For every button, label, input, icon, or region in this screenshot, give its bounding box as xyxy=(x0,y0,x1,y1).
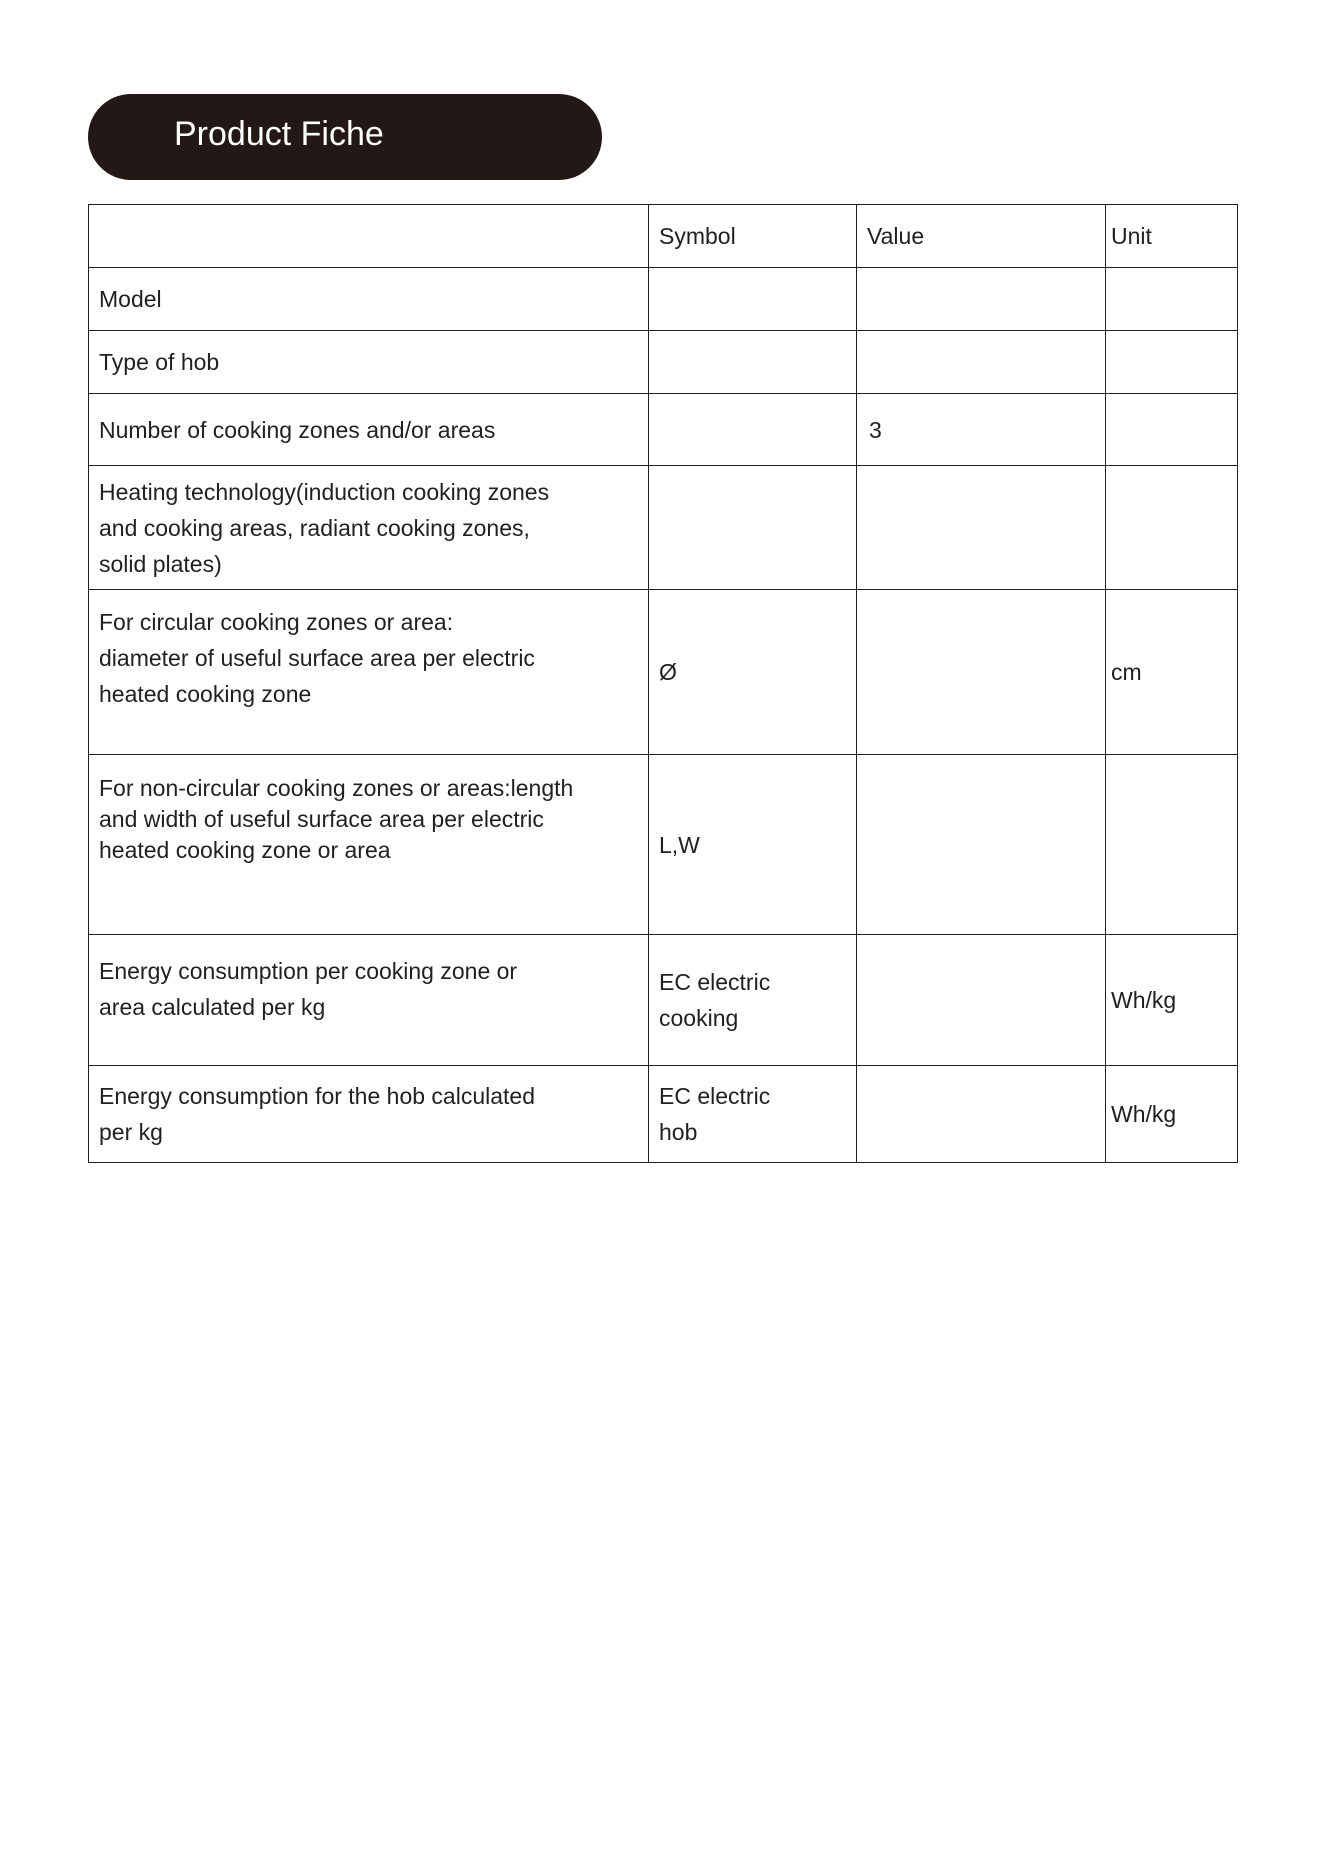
row-label-text: Model xyxy=(99,286,162,312)
row-label xyxy=(89,466,649,590)
row-label xyxy=(89,590,649,755)
row-symbol xyxy=(649,935,857,1066)
row-value xyxy=(857,1066,1106,1163)
table-row xyxy=(89,394,1238,466)
row-value xyxy=(857,268,1106,331)
row-label xyxy=(89,331,649,394)
table-row xyxy=(89,1066,1238,1163)
product-fiche-table xyxy=(88,204,1238,1163)
table-row xyxy=(89,331,1238,394)
row-symbol-text: EC electric hob xyxy=(659,1083,771,1145)
row-symbol xyxy=(649,1066,857,1163)
row-symbol xyxy=(649,268,857,331)
row-label-text: Type of hob xyxy=(99,349,220,375)
row-value xyxy=(857,590,1106,755)
row-label xyxy=(89,394,649,466)
row-unit-text: cm xyxy=(1111,659,1142,685)
row-label xyxy=(89,755,649,935)
row-value xyxy=(857,331,1106,394)
header-cell-symbol: Symbol xyxy=(649,205,857,268)
row-label xyxy=(89,1066,649,1163)
page-title: Product Fiche xyxy=(174,115,384,153)
table-row xyxy=(89,590,1238,755)
row-unit-text: Wh/kg xyxy=(1111,987,1177,1013)
row-label-text: For non-circular cooking zones or areas:length and width of useful surface area per electric heated cooking zone or area xyxy=(99,775,574,863)
row-unit xyxy=(1106,755,1238,935)
header-cell-unit: Unit xyxy=(1106,205,1238,268)
row-unit xyxy=(1106,466,1238,590)
row-unit xyxy=(1106,268,1238,331)
row-symbol xyxy=(649,590,857,755)
row-symbol xyxy=(649,755,857,935)
row-label xyxy=(89,268,649,331)
row-value xyxy=(857,394,1106,466)
row-unit xyxy=(1106,394,1238,466)
row-value xyxy=(857,935,1106,1066)
row-label-text: Energy consumption for the hob calculated per kg xyxy=(99,1083,535,1145)
row-label-text: Number of cooking zones and/or areas xyxy=(99,416,496,443)
row-unit xyxy=(1106,1066,1238,1163)
table-row xyxy=(89,268,1238,331)
row-unit xyxy=(1106,331,1238,394)
row-label-text: Energy consumption per cooking zone or area calculated per kg xyxy=(99,958,518,1020)
row-value-text: 3 xyxy=(869,416,882,443)
table-row xyxy=(89,466,1238,590)
row-label-text: Heating technology(induction cooking zones and cooking areas, radiant cooking zones, solid plates) xyxy=(99,478,550,577)
row-value xyxy=(857,755,1106,935)
row-symbol xyxy=(649,394,857,466)
row-label-text: For circular cooking zones or area: diameter of useful surface area per electric heated cooking zone xyxy=(99,609,535,707)
row-symbol-text: EC electric cooking xyxy=(659,969,771,1031)
row-value xyxy=(857,466,1106,590)
table-header-row xyxy=(89,205,1238,268)
header-cell-description xyxy=(89,205,649,268)
table-row xyxy=(89,755,1238,935)
row-symbol-text: Ø xyxy=(659,659,677,685)
row-unit xyxy=(1106,935,1238,1066)
row-label xyxy=(89,935,649,1066)
row-symbol-text: L,W xyxy=(659,831,700,858)
header-cell-value: Value xyxy=(857,205,1106,268)
row-unit-text: Wh/kg xyxy=(1111,1101,1177,1127)
product-fiche-header xyxy=(88,94,602,180)
table-row xyxy=(89,935,1238,1066)
row-symbol xyxy=(649,331,857,394)
row-unit xyxy=(1106,590,1238,755)
row-symbol xyxy=(649,466,857,590)
